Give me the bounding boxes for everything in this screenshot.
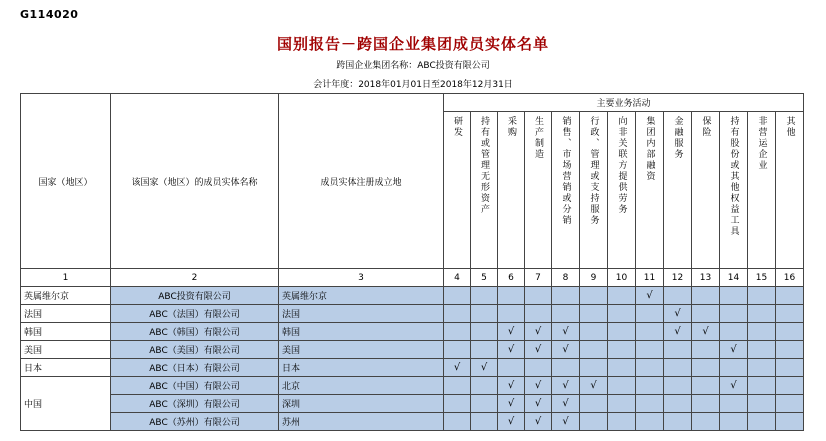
activity-cell: [636, 377, 664, 395]
check-mark: √: [720, 377, 748, 395]
registration-place-cell: 英属维尔京: [279, 287, 444, 305]
activity-cell: [636, 305, 664, 323]
activity-cell: [608, 341, 636, 359]
country-cell: 中国: [21, 377, 111, 431]
activity-cell: [692, 413, 720, 431]
activity-cell: [720, 323, 748, 341]
activity-cell: [664, 395, 692, 413]
activity-cell: [720, 359, 748, 377]
activity-cell: [776, 287, 804, 305]
column-number-7: 7: [525, 269, 552, 287]
report-title: 国别报告－跨国企业集团成员实体名单: [276, 35, 549, 53]
check-mark: √: [498, 395, 525, 413]
activity-cell: [608, 287, 636, 305]
check-mark: √: [720, 341, 748, 359]
column-number-4: 4: [444, 269, 471, 287]
check-mark: √: [552, 341, 580, 359]
table-row: [21, 359, 804, 377]
activity-cell: [608, 305, 636, 323]
activity-cell: [776, 395, 804, 413]
activity-cell: [525, 305, 552, 323]
activity-cell: [525, 359, 552, 377]
entity-list-table: [20, 93, 804, 431]
column-number-9: 9: [580, 269, 608, 287]
column-number-3: 3: [279, 269, 444, 287]
activity-cell: [664, 287, 692, 305]
activity-cell: [580, 287, 608, 305]
activity-cell: [580, 359, 608, 377]
check-mark: √: [692, 323, 720, 341]
activity-cell: [444, 413, 471, 431]
activity-header-label: 行政、管理或支持服务: [588, 116, 599, 226]
column-number-row: [21, 269, 804, 287]
activity-cell: [636, 341, 664, 359]
activity-cell: [580, 413, 608, 431]
activity-cell: [471, 341, 498, 359]
activity-cell: [552, 305, 580, 323]
activity-cell: [580, 341, 608, 359]
check-mark: √: [444, 359, 471, 377]
check-mark: √: [664, 323, 692, 341]
entity-name-cell: ABC（法国）有限公司: [111, 305, 279, 323]
activity-cell: [636, 413, 664, 431]
activity-cell: [444, 305, 471, 323]
activity-header-11: [636, 112, 664, 269]
column-number-8: 8: [552, 269, 580, 287]
entity-name-cell: ABC投资有限公司: [111, 287, 279, 305]
activity-header-10: [608, 112, 636, 269]
activity-header-label: 金融服务: [672, 116, 683, 160]
activity-cell: [525, 287, 552, 305]
activity-cell: [471, 305, 498, 323]
activity-cell: [776, 377, 804, 395]
activity-header-16: [776, 112, 804, 269]
check-mark: √: [498, 413, 525, 431]
activity-cell: [748, 413, 776, 431]
activity-cell: [636, 323, 664, 341]
activity-cell: [552, 287, 580, 305]
activity-cell: [608, 359, 636, 377]
activity-cell: [776, 359, 804, 377]
main-activities-header: 主要业务活动: [444, 94, 804, 112]
check-mark: √: [471, 359, 498, 377]
activity-cell: [608, 377, 636, 395]
column-number-15: 15: [748, 269, 776, 287]
activity-header-label: 集团内部融资: [644, 116, 655, 182]
activity-header-label: 生产制造: [533, 116, 543, 160]
activity-cell: [608, 395, 636, 413]
activity-cell: [748, 359, 776, 377]
check-mark: √: [525, 323, 552, 341]
activity-cell: [720, 305, 748, 323]
check-mark: √: [552, 395, 580, 413]
activity-header-8: [552, 112, 580, 269]
activity-cell: [664, 341, 692, 359]
registration-place-header: 成员实体注册成立地: [279, 94, 444, 269]
table-row: [21, 395, 804, 413]
activity-cell: [580, 305, 608, 323]
activity-cell: [748, 341, 776, 359]
fiscal-year-line: 会计年度：2018年01月01日至2018年12月31日: [313, 80, 513, 90]
entity-name-cell: ABC（韩国）有限公司: [111, 323, 279, 341]
activity-header-label: 研发: [452, 116, 462, 138]
entity-name-cell: ABC（中国）有限公司: [111, 377, 279, 395]
entity-name-cell: ABC（苏州）有限公司: [111, 413, 279, 431]
activity-header-label: 持有股份或其他权益工具: [728, 116, 739, 237]
activity-cell: [471, 395, 498, 413]
activity-cell: [444, 395, 471, 413]
activity-cell: [776, 323, 804, 341]
registration-place-cell: 韩国: [279, 323, 444, 341]
group-name-line: 跨国企业集团名称：ABC投资有限公司: [336, 61, 490, 71]
check-mark: √: [525, 395, 552, 413]
check-mark: √: [525, 413, 552, 431]
activity-cell: [471, 377, 498, 395]
activity-cell: [444, 323, 471, 341]
activity-cell: [580, 395, 608, 413]
column-number-5: 5: [471, 269, 498, 287]
activity-cell: [664, 413, 692, 431]
activity-header-label: 持有或管理无形资产: [479, 116, 489, 215]
activity-header-label: 其他: [784, 116, 795, 138]
activity-cell: [444, 287, 471, 305]
activity-cell: [776, 341, 804, 359]
column-number-10: 10: [608, 269, 636, 287]
activity-header-label: 非营运企业: [756, 116, 767, 171]
check-mark: √: [664, 305, 692, 323]
activity-cell: [498, 305, 525, 323]
activity-cell: [692, 341, 720, 359]
country-header: 国家（地区）: [21, 94, 111, 269]
country-cell: 韩国: [21, 323, 111, 341]
registration-place-cell: 北京: [279, 377, 444, 395]
activity-cell: [552, 359, 580, 377]
column-number-2: 2: [111, 269, 279, 287]
activity-header-6: [498, 112, 525, 269]
activity-cell: [664, 359, 692, 377]
check-mark: √: [636, 287, 664, 305]
registration-place-cell: 法国: [279, 305, 444, 323]
column-number-6: 6: [498, 269, 525, 287]
activity-header-label: 保险: [700, 116, 711, 138]
registration-place-cell: 美国: [279, 341, 444, 359]
registration-place-cell: 苏州: [279, 413, 444, 431]
activity-cell: [692, 305, 720, 323]
activity-header-4: [444, 112, 471, 269]
header-row-top: [21, 94, 804, 112]
country-cell: 法国: [21, 305, 111, 323]
check-mark: √: [552, 377, 580, 395]
check-mark: √: [525, 377, 552, 395]
column-number-11: 11: [636, 269, 664, 287]
activity-cell: [471, 287, 498, 305]
column-number-12: 12: [664, 269, 692, 287]
activity-cell: [608, 413, 636, 431]
country-cell: 日本: [21, 359, 111, 377]
activity-cell: [608, 323, 636, 341]
activity-cell: [720, 395, 748, 413]
activity-cell: [692, 395, 720, 413]
activity-header-5: [471, 112, 498, 269]
activity-header-label: 销售、市场营销或分销: [560, 116, 571, 226]
entity-name-cell: ABC（深圳）有限公司: [111, 395, 279, 413]
activity-header-label: 采购: [506, 116, 516, 138]
activity-cell: [748, 377, 776, 395]
table-row: [21, 413, 804, 431]
check-mark: √: [580, 377, 608, 395]
entity-name-cell: ABC（日本）有限公司: [111, 359, 279, 377]
activity-cell: [692, 377, 720, 395]
activity-cell: [748, 305, 776, 323]
activity-cell: [720, 287, 748, 305]
activity-header-15: [748, 112, 776, 269]
activity-cell: [498, 359, 525, 377]
column-number-16: 16: [776, 269, 804, 287]
activity-header-9: [580, 112, 608, 269]
activity-cell: [748, 395, 776, 413]
country-cell: 美国: [21, 341, 111, 359]
activity-cell: [444, 341, 471, 359]
check-mark: √: [498, 323, 525, 341]
activity-cell: [748, 287, 776, 305]
activity-cell: [692, 287, 720, 305]
activity-cell: [720, 413, 748, 431]
activity-cell: [580, 323, 608, 341]
activity-cell: [471, 323, 498, 341]
activity-cell: [471, 413, 498, 431]
table-row: [21, 323, 804, 341]
check-mark: √: [525, 341, 552, 359]
form-code: G114020: [20, 8, 79, 21]
activity-cell: [776, 305, 804, 323]
activity-header-7: [525, 112, 552, 269]
column-number-14: 14: [720, 269, 748, 287]
registration-place-cell: 日本: [279, 359, 444, 377]
check-mark: √: [498, 341, 525, 359]
activity-cell: [692, 359, 720, 377]
check-mark: √: [552, 323, 580, 341]
activity-cell: [636, 359, 664, 377]
column-number-1: 1: [21, 269, 111, 287]
table-row: [21, 341, 804, 359]
activity-cell: [444, 377, 471, 395]
check-mark: √: [552, 413, 580, 431]
country-cell: 英属维尔京: [21, 287, 111, 305]
activity-cell: [776, 413, 804, 431]
check-mark: √: [498, 377, 525, 395]
activity-cell: [636, 395, 664, 413]
table-row: [21, 377, 804, 395]
activity-cell: [748, 323, 776, 341]
activity-cell: [664, 377, 692, 395]
entity-name-cell: ABC（美国）有限公司: [111, 341, 279, 359]
activity-header-14: [720, 112, 748, 269]
entity-name-header: 该国家（地区）的成员实体名称: [111, 94, 279, 269]
activity-cell: [498, 287, 525, 305]
activity-header-label: 向非关联方提供劳务: [616, 116, 627, 215]
table-row: [21, 287, 804, 305]
activity-header-12: [664, 112, 692, 269]
column-number-13: 13: [692, 269, 720, 287]
table-row: [21, 305, 804, 323]
registration-place-cell: 深圳: [279, 395, 444, 413]
activity-header-13: [692, 112, 720, 269]
